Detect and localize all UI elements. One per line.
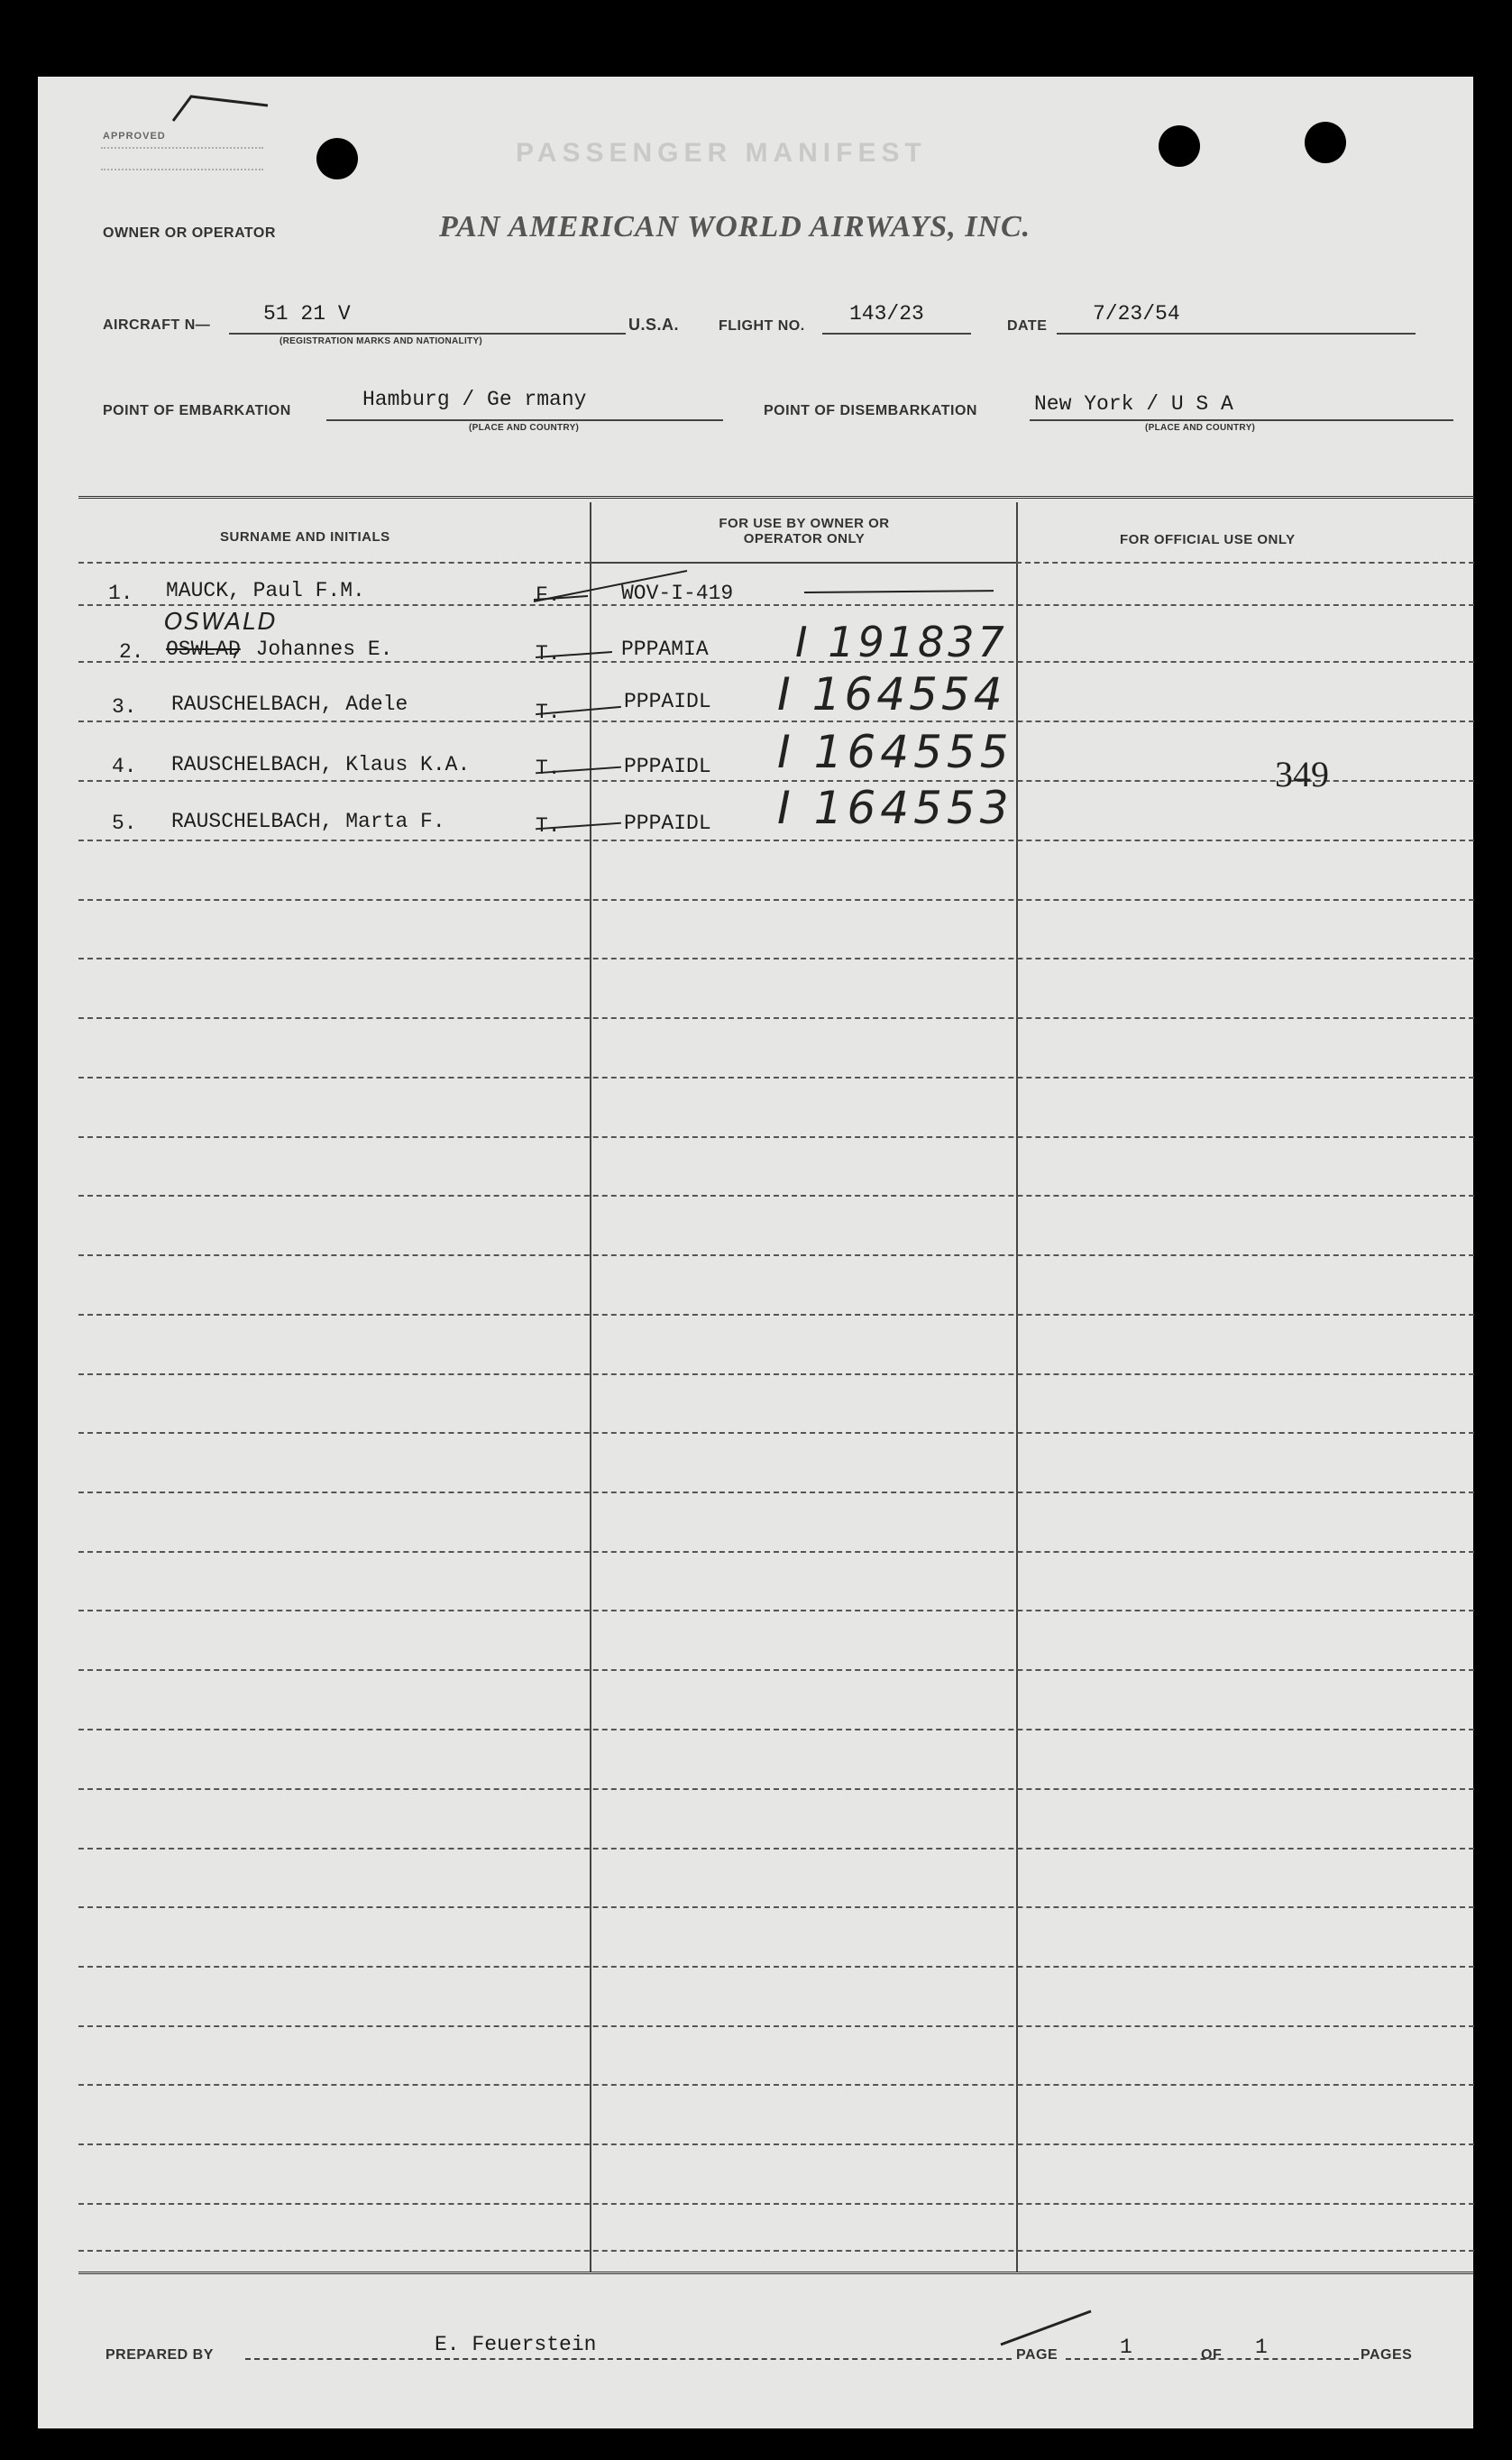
passenger-number: 3. [112,695,137,719]
row-rule [78,1077,1474,1079]
row-rule [78,2143,1474,2145]
row-rule [78,1136,1474,1138]
passenger-document: PPPAIDL [624,812,711,835]
passenger-name-correction: OSWALD [164,609,278,636]
owner-name: PAN AMERICAN WORLD AIRWAYS, INC. [439,210,1031,243]
row-rule [78,2025,1474,2027]
row-rule [78,2084,1474,2086]
passenger-handwritten-number: I 164554 [777,668,1006,721]
disembark-underline [1030,419,1453,421]
row-rule [78,2203,1474,2205]
column-header-surname: SURNAME AND INITIALS [220,529,390,545]
table-bottom-rule [78,2272,1474,2274]
pages-label: PAGES [1361,2347,1413,2363]
row-rule [78,1492,1474,1493]
of-label: OF [1201,2347,1223,2363]
aircraft-underline [229,333,626,335]
passenger-number: 2. [119,640,144,664]
aircraft-label: AIRCRAFT N— [103,317,211,333]
passenger-name: RAUSCHELBACH, Marta F. [171,810,445,833]
row-rule [78,780,1474,782]
passenger-document: PPPAIDL [624,690,711,713]
column-divider-2 [1016,502,1018,2272]
column-header-owner-use: FOR USE BY OWNER OR OPERATOR ONLY [719,516,890,546]
row-rule [78,1195,1474,1197]
passenger-code: T. [536,814,561,838]
row-rule [78,840,1474,841]
passenger-code: T. [536,757,561,780]
disembark-value: New York / U S A [1034,392,1233,416]
stamp-smudge [101,147,263,170]
passenger-name: RAUSCHELBACH, Adele [171,693,408,716]
prepared-underline [245,2358,1012,2360]
passenger-code: F. [536,583,561,607]
passenger-document: PPPAIDL [624,755,711,778]
row-rule [78,661,1474,663]
row-rule [78,1966,1474,1968]
passenger-name-struck: OSWLAD [166,638,241,661]
passenger-number: 4. [112,755,137,778]
owner-label: OWNER OR OPERATOR [103,225,276,241]
embark-sub: (PLACE AND COUNTRY) [469,423,580,433]
date-underline [1057,333,1416,335]
passenger-name: MAUCK, Paul F.M. [166,579,365,602]
passenger-handwritten-number: I 191837 [795,618,1008,666]
passenger-document: PPPAMIA [621,638,709,661]
row-rule [78,899,1474,901]
row-rule [78,1017,1474,1019]
passenger-code: T. [536,701,561,724]
row-rule [78,1254,1474,1256]
date-value: 7/23/54 [1093,302,1180,326]
disembark-sub: (PLACE AND COUNTRY) [1145,423,1256,433]
official-number: 349 [1275,754,1329,794]
prepared-label: PREPARED BY [105,2347,214,2363]
page-label: PAGE [1016,2347,1058,2363]
pen-mark [164,89,290,125]
flight-underline [822,333,971,335]
column-header-official-use: FOR OFFICIAL USE ONLY [1120,532,1296,547]
row-rule [78,958,1474,959]
row-rule [78,1432,1474,1434]
punch-hole [1305,122,1346,163]
passenger-number: 5. [112,812,137,835]
row-rule [78,1848,1474,1850]
punch-hole [316,138,358,179]
row-rule [78,1669,1474,1671]
disembark-label: POINT OF DISEMBARKATION [764,403,977,418]
usa-label: U.S.A. [628,316,680,334]
row-rule [78,1610,1474,1611]
passenger-handwritten-number: I 164555 [777,726,1013,778]
prepared-value: E. Feuerstein [435,2333,597,2356]
passenger-name: , Johannes E. [231,638,393,661]
date-label: DATE [1007,318,1048,334]
passenger-name: RAUSCHELBACH, Klaus K.A. [171,753,471,776]
passenger-number: 1. [108,582,133,605]
row-rule [78,1551,1474,1553]
embark-value: Hamburg / Ge rmany [362,388,587,411]
passenger-handwritten-number: I 164553 [777,782,1013,834]
flight-label: FLIGHT NO. [719,318,805,334]
table-top-rule [78,496,1474,499]
signature-slash [994,2304,1102,2349]
page-value: 1 [1120,2336,1132,2359]
flight-value: 143/23 [849,302,924,326]
of-value: 1 [1255,2336,1268,2359]
page-underline [1066,2358,1359,2360]
row-rule [78,1314,1474,1316]
row-rule [78,1906,1474,1908]
passenger-code: T. [536,642,561,665]
header-rule [78,562,590,564]
embark-label: POINT OF EMBARKATION [103,403,291,418]
row-rule [78,1373,1474,1375]
strike-mark [525,564,994,609]
row-rule [78,1729,1474,1730]
manifest-sheet [38,77,1473,2428]
aircraft-sub: (REGISTRATION MARKS AND NATIONALITY) [279,336,483,346]
passenger-document: WOV-I-419 [621,582,734,605]
row-rule [78,1788,1474,1790]
punch-hole [1159,125,1200,167]
header-rule [1016,562,1474,564]
embark-underline [326,419,723,421]
manifest-title: PASSENGER MANIFEST [516,138,927,168]
approval-stamp: APPROVED [103,131,166,142]
aircraft-value: 51 21 V [263,302,351,326]
row-rule [78,721,1474,722]
row-rule [78,2250,1474,2252]
